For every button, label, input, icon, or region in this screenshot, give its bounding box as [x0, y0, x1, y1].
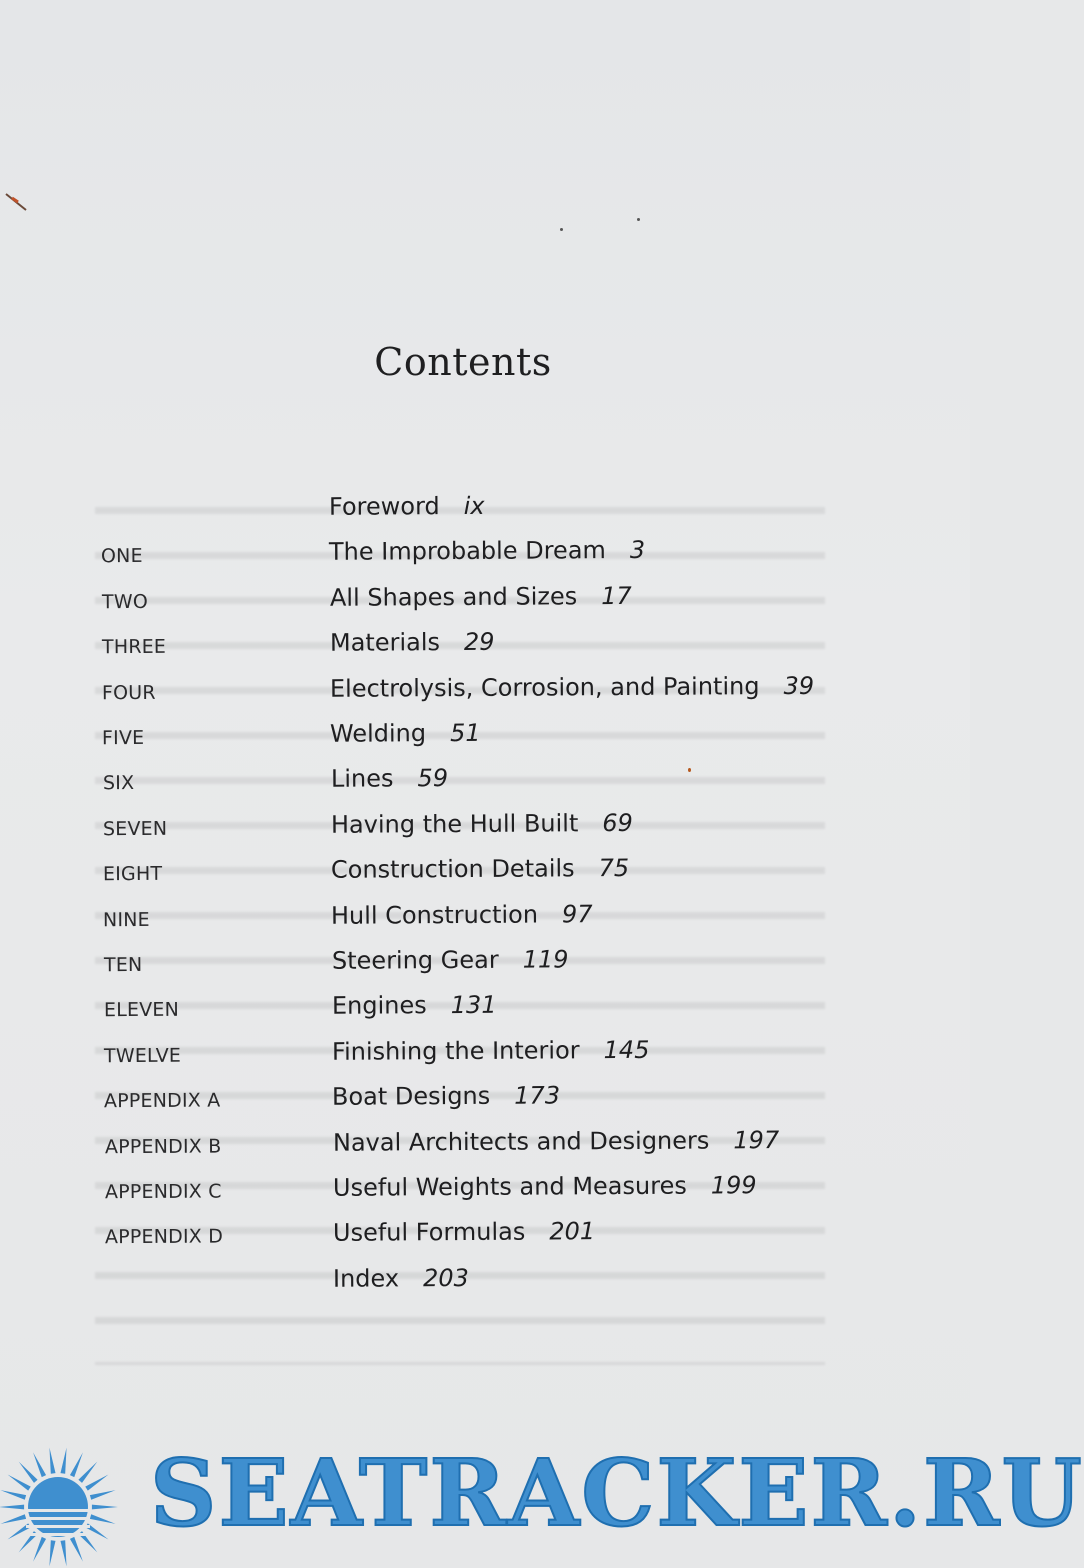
- page-number: 199: [710, 1171, 757, 1200]
- page-number: 51: [450, 718, 481, 748]
- toc-row: [104, 1035, 824, 1079]
- page-number: 201: [549, 1217, 596, 1246]
- chapter-title: Foreword: [328, 492, 440, 521]
- chapter-title: The Improbable Dream: [329, 536, 607, 567]
- toc-entry: [333, 1218, 595, 1248]
- page-number: 59: [416, 764, 448, 793]
- chapter-title: Boat Designs: [332, 1082, 491, 1111]
- toc-row: [103, 944, 823, 988]
- chapter-number: SEVEN: [102, 817, 168, 840]
- chapter-title: Electrolysis, Corrosion, and Painting: [329, 671, 760, 703]
- page-number: 3: [630, 536, 646, 565]
- chapter-number: APPENDIX A: [104, 1089, 221, 1113]
- sun-ray: [70, 1537, 83, 1562]
- chapter-number: TEN: [103, 953, 142, 977]
- sun-ray: [90, 1490, 116, 1500]
- chapter-title: Index: [333, 1264, 400, 1293]
- toc-entry: [331, 854, 629, 884]
- chapter-number: EIGHT: [102, 863, 163, 886]
- toc-entry: [329, 536, 645, 566]
- sun-stripe: [26, 1517, 90, 1520]
- toc-entry: [330, 764, 447, 793]
- sun-ray: [70, 1452, 83, 1477]
- sun-ray: [78, 1462, 97, 1483]
- toc-row: [102, 717, 822, 761]
- chapter-number: TWO: [101, 590, 148, 613]
- chapter-title: All Shapes and Sizes: [329, 582, 577, 612]
- chapter-number: ONE: [101, 545, 144, 568]
- toc-row: [102, 626, 822, 670]
- chapter-number: ELEVEN: [103, 999, 179, 1022]
- toc-row: [103, 898, 823, 942]
- sun-ray: [8, 1475, 31, 1491]
- chapter-title: Engines: [331, 991, 427, 1021]
- toc-row: [101, 490, 821, 534]
- toc-row: [104, 1125, 824, 1169]
- sun-stripe: [26, 1533, 90, 1536]
- toc-entry: [332, 991, 497, 1020]
- chapter-number: APPENDIX C: [104, 1180, 222, 1204]
- chapter-title: Naval Architects and Designers: [332, 1126, 709, 1157]
- watermark-text: SEATRACKER.RU: [150, 1439, 1084, 1547]
- sun-ray: [0, 1505, 24, 1510]
- toc-row: [103, 853, 823, 897]
- page-number: 17: [600, 581, 632, 610]
- toc-row: [105, 1216, 825, 1260]
- chapter-title: Welding: [330, 719, 427, 748]
- page-number: 69: [601, 808, 633, 837]
- page-number: 97: [562, 899, 593, 928]
- chapter-number: FOUR: [101, 681, 156, 704]
- sun-ray: [60, 1540, 66, 1566]
- watermark: [0, 1425, 1084, 1568]
- chapter-title: Materials: [329, 628, 440, 657]
- toc-row: [105, 1171, 825, 1215]
- toc-row: [104, 1080, 824, 1124]
- toc-entry: [331, 809, 633, 839]
- page-number: 203: [423, 1263, 470, 1293]
- chapter-number: FIVE: [102, 726, 145, 750]
- toc-entry: [330, 719, 481, 748]
- chapter-title: Useful Weights and Measures: [332, 1171, 687, 1202]
- chapter-title: Hull Construction: [331, 900, 539, 930]
- sun-stripe: [26, 1525, 90, 1528]
- toc-entry: [330, 628, 495, 657]
- sun-stripe: [26, 1509, 90, 1512]
- page-number: ix: [463, 491, 485, 520]
- chapter-title: Useful Formulas: [332, 1218, 526, 1248]
- sun-ray: [92, 1505, 118, 1510]
- sun-ray: [33, 1537, 46, 1562]
- toc-row: [105, 1262, 825, 1306]
- sun-burst-icon: [0, 1425, 150, 1568]
- sun-ray: [90, 1514, 116, 1524]
- toc-entry: [332, 1036, 650, 1066]
- chapter-title: Construction Details: [330, 854, 575, 884]
- sun-ray: [60, 1448, 66, 1474]
- sun-ray: [85, 1475, 108, 1491]
- toc-entry: [333, 1171, 757, 1202]
- toc-row: [104, 989, 824, 1033]
- toc-entry: [332, 1126, 778, 1157]
- toc-row: [102, 671, 822, 715]
- chapter-title: Having the Hull Built: [330, 809, 579, 839]
- chapter-number: NINE: [103, 908, 151, 931]
- toc-row: [103, 808, 823, 852]
- sun-ray: [33, 1452, 46, 1477]
- chapter-number: TWELVE: [103, 1044, 182, 1067]
- page-number: 39: [783, 671, 815, 700]
- page-number: 75: [598, 854, 630, 883]
- sun-ray: [0, 1514, 26, 1524]
- sun-ray: [19, 1462, 38, 1483]
- chapter-number: APPENDIX B: [104, 1135, 222, 1158]
- page-number: 29: [463, 627, 495, 657]
- sun-ray: [49, 1540, 55, 1566]
- chapter-title: Steering Gear: [331, 945, 499, 975]
- toc-row: [101, 581, 821, 625]
- chapter-title: Finishing the Interior: [331, 1036, 580, 1066]
- chapter-number: SIX: [102, 772, 134, 795]
- toc-entry: [329, 492, 485, 521]
- toc-row: [102, 762, 822, 806]
- toc-entry: [332, 1082, 560, 1111]
- sun-ray: [49, 1448, 55, 1474]
- page-number: 145: [603, 1035, 650, 1064]
- toc-entry: [329, 582, 631, 612]
- page-title: Contents: [374, 340, 552, 384]
- sun-ray: [0, 1490, 26, 1500]
- chapter-number: THREE: [101, 635, 166, 659]
- page-number: 131: [450, 991, 497, 1020]
- toc-entry: [331, 945, 568, 974]
- chapter-title: Lines: [330, 764, 394, 794]
- chapter-number: APPENDIX D: [104, 1225, 224, 1249]
- page-number: 173: [514, 1081, 561, 1110]
- toc-entry: [333, 1264, 469, 1293]
- page-number: 119: [522, 945, 569, 974]
- toc-entry: [331, 900, 593, 930]
- toc-row: [101, 535, 821, 579]
- page-number: 197: [732, 1125, 779, 1154]
- toc-entry: [330, 671, 814, 702]
